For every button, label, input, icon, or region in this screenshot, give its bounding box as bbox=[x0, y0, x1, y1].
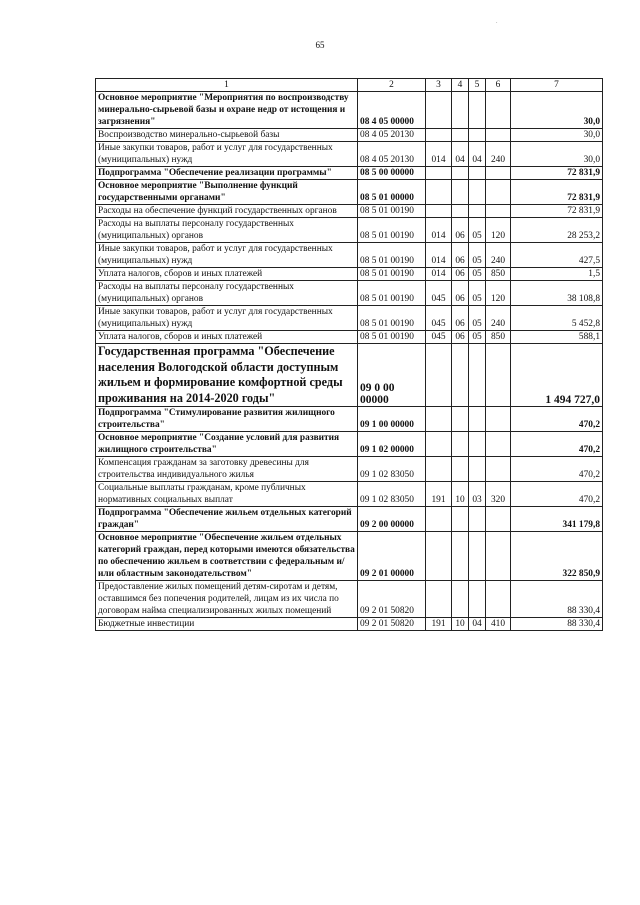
row-amount-cell: 30,0 bbox=[511, 142, 603, 167]
row-col3-cell: 045 bbox=[426, 281, 452, 306]
row-col5-cell bbox=[469, 92, 486, 129]
row-code-cell: 09 1 02 00000 bbox=[358, 432, 426, 457]
table-row bbox=[96, 482, 603, 507]
row-col6-cell: 240 bbox=[486, 142, 511, 167]
row-amount-cell: 72 831,9 bbox=[511, 205, 603, 218]
table-row bbox=[96, 180, 603, 205]
row-col6-cell: 120 bbox=[486, 218, 511, 243]
row-col4-cell bbox=[452, 457, 469, 482]
row-amount-cell: 322 850,9 bbox=[511, 532, 603, 581]
row-amount-cell: 588,1 bbox=[511, 331, 603, 344]
row-col6-cell: 120 bbox=[486, 281, 511, 306]
row-amount-cell: 28 253,2 bbox=[511, 218, 603, 243]
row-col5-cell: 05 bbox=[469, 281, 486, 306]
row-col5-cell bbox=[469, 457, 486, 482]
row-col4-cell bbox=[452, 407, 469, 432]
row-name-cell: Основное мероприятие "Создание условий для развития жилищного строительства" bbox=[96, 432, 358, 457]
row-name-cell: Подпрограмма "Обеспечение реализации программы" bbox=[96, 167, 358, 180]
row-code-cell: 08 5 01 00190 bbox=[358, 268, 426, 281]
row-col5-cell bbox=[469, 432, 486, 457]
table-row bbox=[96, 581, 603, 618]
row-col4-cell: 06 bbox=[452, 268, 469, 281]
row-name-cell: Иные закупки товаров, работ и услуг для государственных (муниципальных) нужд bbox=[96, 142, 358, 167]
row-col5-cell bbox=[469, 167, 486, 180]
row-col3-cell: 191 bbox=[426, 618, 452, 631]
row-col5-cell: 05 bbox=[469, 331, 486, 344]
row-col4-cell bbox=[452, 432, 469, 457]
row-code-cell: 08 5 01 00190 bbox=[358, 243, 426, 268]
row-amount-cell: 38 108,8 bbox=[511, 281, 603, 306]
row-name-cell: Компенсация гражданам за заготовку древесины для строительства индивидуального жилья bbox=[96, 457, 358, 482]
row-col3-cell bbox=[426, 344, 452, 407]
row-col5-cell bbox=[469, 180, 486, 205]
budget-table bbox=[95, 78, 603, 631]
row-name-cell: Расходы на выплаты персоналу государственных (муниципальных) органов bbox=[96, 281, 358, 306]
row-col3-cell: 014 bbox=[426, 243, 452, 268]
row-col6-cell bbox=[486, 167, 511, 180]
row-name-cell: Подпрограмма "Обеспечение жильем отдельных категорий граждан" bbox=[96, 507, 358, 532]
row-amount-cell: 470,2 bbox=[511, 432, 603, 457]
row-code-cell: 09 1 02 83050 bbox=[358, 482, 426, 507]
row-name-cell: Уплата налогов, сборов и иных платежей bbox=[96, 268, 358, 281]
row-amount-cell: 5 452,8 bbox=[511, 306, 603, 331]
row-name-cell: Расходы на обеспечение функций государственных органов bbox=[96, 205, 358, 218]
row-col3-cell: 191 bbox=[426, 482, 452, 507]
row-code-cell: 08 5 00 00000 bbox=[358, 167, 426, 180]
row-amount-cell: 72 831,9 bbox=[511, 180, 603, 205]
row-col6-cell bbox=[486, 205, 511, 218]
row-col4-cell: 10 bbox=[452, 618, 469, 631]
row-col3-cell: 014 bbox=[426, 142, 452, 167]
table-row bbox=[96, 457, 603, 482]
row-col3-cell bbox=[426, 532, 452, 581]
row-col6-cell bbox=[486, 457, 511, 482]
row-col3-cell bbox=[426, 129, 452, 142]
header-col-3: 3 bbox=[426, 79, 452, 92]
row-col6-cell bbox=[486, 407, 511, 432]
row-col6-cell bbox=[486, 532, 511, 581]
row-amount-cell: 470,2 bbox=[511, 407, 603, 432]
row-col6-cell: 850 bbox=[486, 331, 511, 344]
row-col3-cell bbox=[426, 92, 452, 129]
row-amount-cell: 30,0 bbox=[511, 92, 603, 129]
row-col5-cell: 03 bbox=[469, 482, 486, 507]
header-col-6: 6 bbox=[486, 79, 511, 92]
row-name-cell: Основное мероприятие "Мероприятия по воспроизводству минерально-сырьевой базы и охране недр от истощения и загрязнения" bbox=[96, 92, 358, 129]
row-col4-cell bbox=[452, 532, 469, 581]
row-amount-cell: 470,2 bbox=[511, 482, 603, 507]
row-amount-cell: 30,0 bbox=[511, 129, 603, 142]
row-col5-cell: 05 bbox=[469, 243, 486, 268]
row-col5-cell: 05 bbox=[469, 306, 486, 331]
row-col3-cell bbox=[426, 432, 452, 457]
table-row bbox=[96, 243, 603, 268]
row-code-cell: 08 4 05 00000 bbox=[358, 92, 426, 129]
table-header-row bbox=[96, 79, 603, 92]
row-name-cell: Подпрограмма "Стимулирование развития жилищного строительства" bbox=[96, 407, 358, 432]
row-col4-cell bbox=[452, 344, 469, 407]
row-name-cell: Расходы на выплаты персоналу государственных (муниципальных) органов bbox=[96, 218, 358, 243]
row-col6-cell bbox=[486, 180, 511, 205]
row-col3-cell: 014 bbox=[426, 268, 452, 281]
row-col5-cell: 04 bbox=[469, 142, 486, 167]
row-code-cell: 08 5 01 00190 bbox=[358, 218, 426, 243]
row-col3-cell bbox=[426, 205, 452, 218]
row-name-cell: Иные закупки товаров, работ и услуг для государственных (муниципальных) нужд bbox=[96, 243, 358, 268]
row-code-cell: 08 5 01 00190 bbox=[358, 281, 426, 306]
table-row bbox=[96, 205, 603, 218]
row-col5-cell bbox=[469, 507, 486, 532]
page-number: 65 bbox=[315, 40, 325, 50]
table-row bbox=[96, 129, 603, 142]
table-row bbox=[96, 407, 603, 432]
row-code-cell: 08 5 01 00190 bbox=[358, 205, 426, 218]
row-col4-cell bbox=[452, 167, 469, 180]
row-col6-cell: 240 bbox=[486, 243, 511, 268]
row-col6-cell bbox=[486, 344, 511, 407]
row-code-cell: 09 2 01 00000 bbox=[358, 532, 426, 581]
table-row bbox=[96, 167, 603, 180]
row-name-cell: Предоставление жилых помещений детям-сиротам и детям, оставшимся без попечения родителей, лицам из их числа по договорам найма специализированных жилых помещений bbox=[96, 581, 358, 618]
row-amount-cell: 470,2 bbox=[511, 457, 603, 482]
row-name-cell: Социальные выплаты гражданам, кроме публичных нормативных социальных выплат bbox=[96, 482, 358, 507]
row-col6-cell: 240 bbox=[486, 306, 511, 331]
row-amount-cell: 1,5 bbox=[511, 268, 603, 281]
row-col4-cell: 06 bbox=[452, 243, 469, 268]
table-row bbox=[96, 281, 603, 306]
row-name-cell: Воспроизводство минерально-сырьевой базы bbox=[96, 129, 358, 142]
row-code-cell: 09 2 01 50820 bbox=[358, 618, 426, 631]
row-col3-cell bbox=[426, 581, 452, 618]
header-col-2: 2 bbox=[358, 79, 426, 92]
row-col3-cell: 014 bbox=[426, 218, 452, 243]
row-name-cell: Основное мероприятие "Обеспечение жильем отдельных категорий граждан, перед которыми имеются обязательства по обеспечению жильем в соответствии с федеральным и/или областным законодательством" bbox=[96, 532, 358, 581]
row-amount-cell: 88 330,4 bbox=[511, 581, 603, 618]
row-col5-cell: 04 bbox=[469, 618, 486, 631]
row-col4-cell bbox=[452, 205, 469, 218]
row-code-cell: 09 1 00 00000 bbox=[358, 407, 426, 432]
row-col4-cell bbox=[452, 581, 469, 618]
table-row bbox=[96, 507, 603, 532]
row-col4-cell: 06 bbox=[452, 331, 469, 344]
row-col6-cell bbox=[486, 581, 511, 618]
row-col5-cell bbox=[469, 407, 486, 432]
row-code-cell: 08 4 05 20130 bbox=[358, 142, 426, 167]
row-col6-cell bbox=[486, 92, 511, 129]
table-row bbox=[96, 432, 603, 457]
row-name-cell: Основное мероприятие "Выполнение функций государственными органами" bbox=[96, 180, 358, 205]
row-col6-cell bbox=[486, 507, 511, 532]
row-code-cell: 08 5 01 00190 bbox=[358, 306, 426, 331]
header-col-4: 4 bbox=[452, 79, 469, 92]
row-code-cell: 08 5 01 00000 bbox=[358, 180, 426, 205]
table-row bbox=[96, 306, 603, 331]
table-row bbox=[96, 618, 603, 631]
row-col5-cell bbox=[469, 344, 486, 407]
row-col4-cell bbox=[452, 129, 469, 142]
row-col6-cell bbox=[486, 129, 511, 142]
row-name-cell: Уплата налогов, сборов и иных платежей bbox=[96, 331, 358, 344]
row-col3-cell: 045 bbox=[426, 306, 452, 331]
table-row bbox=[96, 532, 603, 581]
row-col3-cell bbox=[426, 407, 452, 432]
row-code-cell: 09 1 02 83050 bbox=[358, 457, 426, 482]
table-row bbox=[96, 268, 603, 281]
row-col6-cell: 320 bbox=[486, 482, 511, 507]
header-col-5: 5 bbox=[469, 79, 486, 92]
corner-mark: . bbox=[496, 19, 498, 25]
table-row bbox=[96, 142, 603, 167]
row-amount-cell: 1 494 727,0 bbox=[511, 344, 603, 407]
row-col4-cell: 06 bbox=[452, 306, 469, 331]
row-col5-cell bbox=[469, 532, 486, 581]
table-row bbox=[96, 92, 603, 129]
header-col-7: 7 bbox=[511, 79, 603, 92]
row-col5-cell bbox=[469, 581, 486, 618]
row-code-cell: 08 5 01 00190 bbox=[358, 331, 426, 344]
row-code-cell: 08 4 05 20130 bbox=[358, 129, 426, 142]
row-col5-cell: 05 bbox=[469, 218, 486, 243]
row-col4-cell: 06 bbox=[452, 218, 469, 243]
row-amount-cell: 341 179,8 bbox=[511, 507, 603, 532]
row-name-cell: Иные закупки товаров, работ и услуг для государственных (муниципальных) нужд bbox=[96, 306, 358, 331]
row-col6-cell: 850 bbox=[486, 268, 511, 281]
row-col4-cell: 04 bbox=[452, 142, 469, 167]
row-col6-cell bbox=[486, 432, 511, 457]
row-amount-cell: 88 330,4 bbox=[511, 618, 603, 631]
table-row bbox=[96, 218, 603, 243]
row-col4-cell bbox=[452, 180, 469, 205]
row-col5-cell bbox=[469, 129, 486, 142]
row-code-cell: 09 0 00 00000 bbox=[358, 344, 426, 407]
row-col5-cell: 05 bbox=[469, 268, 486, 281]
row-col5-cell bbox=[469, 205, 486, 218]
row-col4-cell bbox=[452, 92, 469, 129]
row-col3-cell bbox=[426, 507, 452, 532]
header-col-1: 1 bbox=[96, 79, 358, 92]
row-col4-cell bbox=[452, 507, 469, 532]
row-col3-cell bbox=[426, 457, 452, 482]
row-col3-cell bbox=[426, 167, 452, 180]
row-name-cell: Бюджетные инвестиции bbox=[96, 618, 358, 631]
table-row bbox=[96, 331, 603, 344]
table-row bbox=[96, 344, 603, 407]
row-amount-cell: 427,5 bbox=[511, 243, 603, 268]
row-code-cell: 09 2 00 00000 bbox=[358, 507, 426, 532]
row-col3-cell bbox=[426, 180, 452, 205]
row-col4-cell: 06 bbox=[452, 281, 469, 306]
row-col6-cell: 410 bbox=[486, 618, 511, 631]
row-code-cell: 09 2 01 50820 bbox=[358, 581, 426, 618]
row-col4-cell: 10 bbox=[452, 482, 469, 507]
row-col3-cell: 045 bbox=[426, 331, 452, 344]
row-amount-cell: 72 831,9 bbox=[511, 167, 603, 180]
row-name-cell: Государственная программа "Обеспечение населения Вологодской области доступным жильем и формирование комфортной среды проживания на 2014-2020 годы" bbox=[96, 344, 358, 407]
